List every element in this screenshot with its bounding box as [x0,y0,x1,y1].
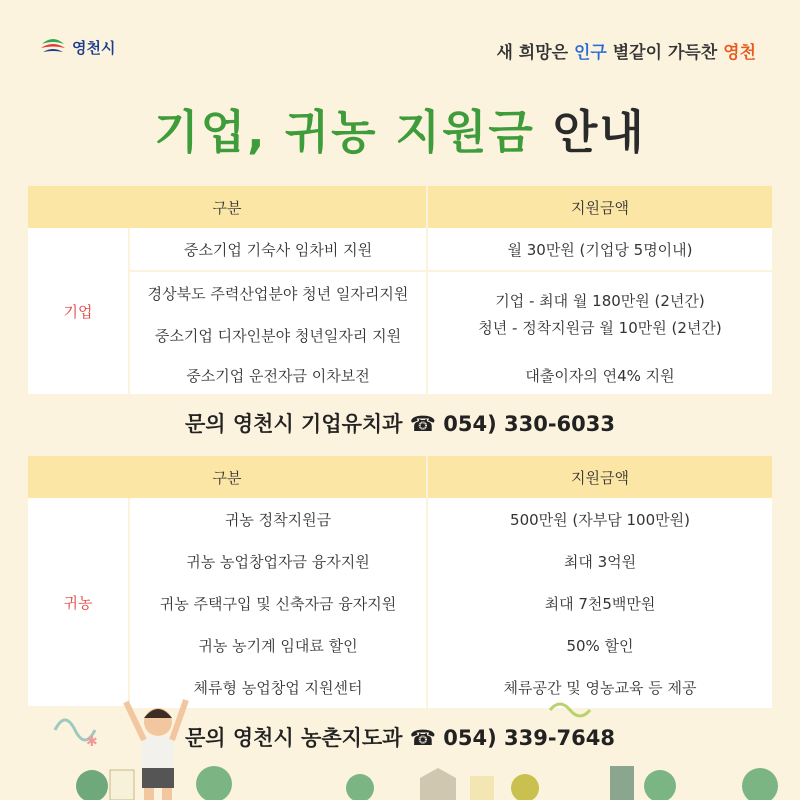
table-cell: 체류공간 및 영농교육 등 제공 [428,666,772,708]
column-header: 구분 [28,456,426,498]
table-cell: 50% 할인 [428,624,772,666]
page-title [0,96,800,162]
inquiry-line: 문의 영천시 농촌지도과 ☎ 054) 339-7648 [184,726,615,750]
table-cell: 체류형 농업창업 지원센터 [130,666,426,708]
slogan-highlight: 영천 [723,43,756,63]
slogan [496,38,756,63]
category-label: 기업 [28,228,128,394]
inquiry-line: 문의 영천시 기업유치과 ☎ 054) 330-6033 [184,412,615,436]
column-header: 구분 [28,186,426,228]
table-cell: 중소기업 운전자금 이차보전 [130,356,426,394]
column-header: 지원금액 [428,456,772,498]
title-green: 기업, 귀농 지원금 [154,105,553,159]
table-cell: 귀농 정착지원금 [130,498,426,540]
table-cell: 중소기업 디자인분야 청년일자리 지원 [130,314,426,356]
illustration-icon [0,690,800,800]
logo-text: 영천시 [72,38,116,57]
table-cell: 경상북도 주력산업분야 청년 일자리지원 [130,272,426,314]
table-cell: 최대 3억원 [428,540,772,582]
slogan-highlight: 인구 [573,43,607,63]
svg-text:✱: ✱ [86,734,98,750]
farming-support-table [28,456,772,706]
table-cell: 대출이자의 연4% 지원 [428,356,772,394]
slogan-text: 새 희망은 [496,43,574,63]
table-cell: 귀농 주택구입 및 신축자금 융자지원 [130,582,426,624]
title-dark: 안내 [552,105,646,159]
table-cell: 귀농 농기계 임대료 할인 [130,624,426,666]
city-logo [40,36,115,58]
table-cell: 월 30만원 (기업당 5명이내) [428,228,772,270]
business-support-table [28,186,772,394]
amount-line: 기업 - 최대 월 180만원 (2년간) [495,292,705,310]
yeongcheon-logo-icon [40,36,66,58]
person-icon [126,700,186,800]
table-cell: 최대 7천5백만원 [428,582,772,624]
table-cell: 500만원 (자부담 100만원) [428,498,772,540]
table-cell: 귀농 농업창업자금 융자지원 [130,540,426,582]
table-cell: 중소기업 기숙사 임차비 지원 [130,228,426,270]
amount-line: 청년 - 정착지원금 월 10만원 (2년간) [478,319,722,337]
column-header: 지원금액 [428,186,772,228]
table-cell [428,272,772,356]
category-label: 귀농 [28,498,128,706]
slogan-text: 별같이 가득찬 [606,43,724,63]
